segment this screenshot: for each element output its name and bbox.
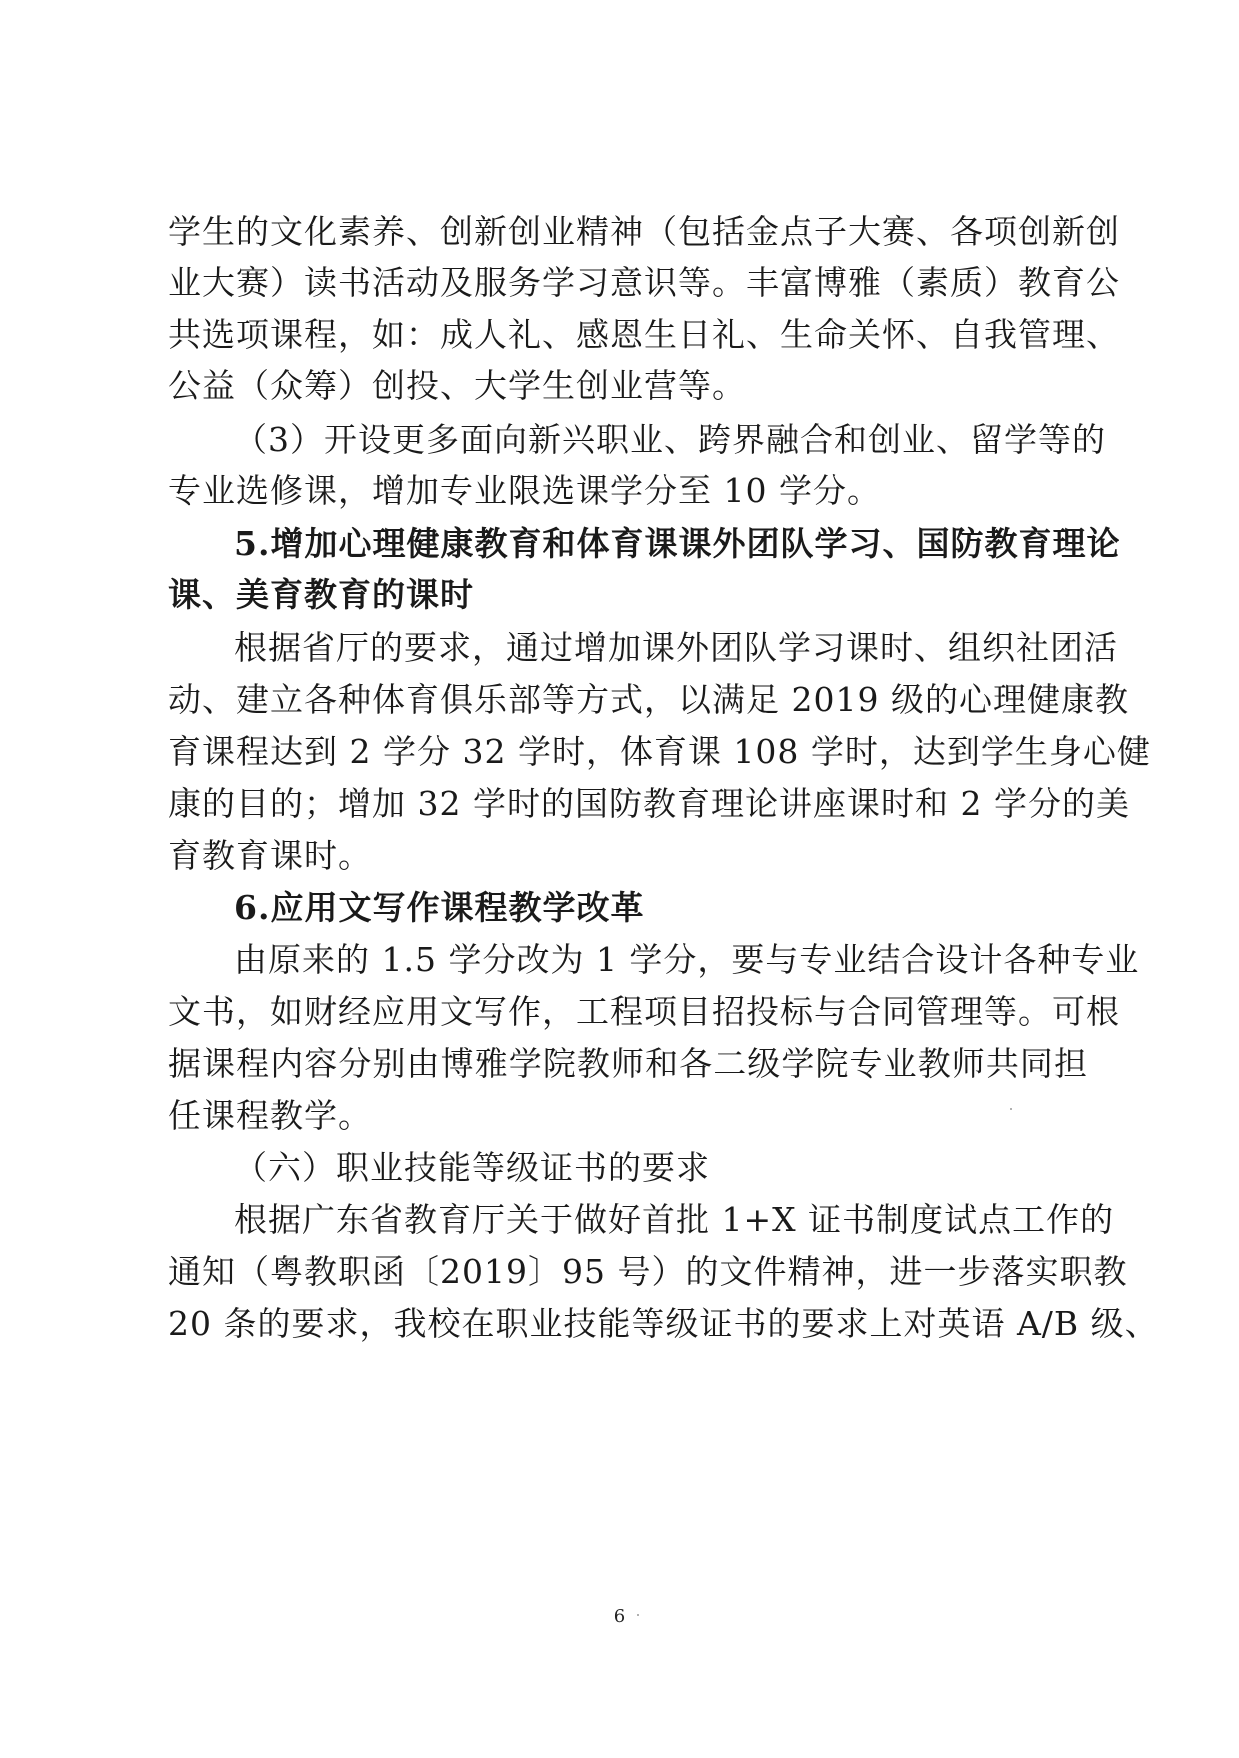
paragraph-line: 康的目的；增加 32 学时的国防教育理论讲座课时和 2 学分的美: [168, 784, 1130, 823]
section-heading: 6.应用文写作课程教学改革: [234, 888, 645, 927]
paragraph-line: 育教育课时。: [168, 836, 372, 875]
paragraph-line: （3）开设更多面向新兴职业、跨界融合和创业、留学等的: [234, 420, 1106, 459]
paragraph-line: 学生的文化素养、创新创业精神（包括金点子大赛、各项创新创: [168, 212, 1120, 251]
paragraph-line: 据课程内容分别由博雅学院教师和各二级学院专业教师共同担: [168, 1044, 1088, 1083]
paragraph-line: 20 条的要求，我校在职业技能等级证书的要求上对英语 A/B 级、: [168, 1304, 1159, 1343]
scan-speck: [637, 1614, 639, 1616]
section-heading: 课、美育教育的课时: [168, 575, 474, 614]
scan-speck: [1010, 1108, 1012, 1110]
paragraph-line: 由原来的 1.5 学分改为 1 学分，要与专业结合设计各种专业: [234, 940, 1140, 979]
paragraph-line: 文书，如财经应用文写作，工程项目招投标与合同管理等。可根: [168, 992, 1120, 1031]
page-number: 6: [613, 1606, 626, 1627]
paragraph-line: 根据广东省教育厅关于做好首批 1+X 证书制度试点工作的: [234, 1200, 1115, 1239]
subsection-heading: （六）职业技能等级证书的要求: [234, 1148, 710, 1187]
paragraph-line: 专业选修课，增加专业限选课学分至 10 学分。: [168, 471, 881, 510]
paragraph-line: 动、建立各种体育俱乐部等方式，以满足 2019 级的心理健康教: [168, 680, 1129, 719]
paragraph-line: 育课程达到 2 学分 32 学时，体育课 108 学时，达到学生身心健: [168, 732, 1151, 771]
paragraph-line: 共选项课程，如：成人礼、感恩生日礼、生命关怀、自我管理、: [168, 315, 1120, 354]
paragraph-line: 根据省厅的要求，通过增加课外团队学习课时、组织社团活: [234, 628, 1118, 667]
paragraph-line: 任课程教学。: [168, 1096, 372, 1135]
paragraph-line: 业大赛）读书活动及服务学习意识等。丰富博雅（素质）教育公: [168, 263, 1120, 302]
paragraph-line: 通知（粤教职函〔2019〕95 号）的文件精神，进一步落实职教: [168, 1252, 1128, 1291]
section-heading: 5.增加心理健康教育和体育课课外团队学习、国防教育理论: [234, 524, 1121, 563]
paragraph-line: 公益（众筹）创投、大学生创业营等。: [168, 366, 746, 405]
